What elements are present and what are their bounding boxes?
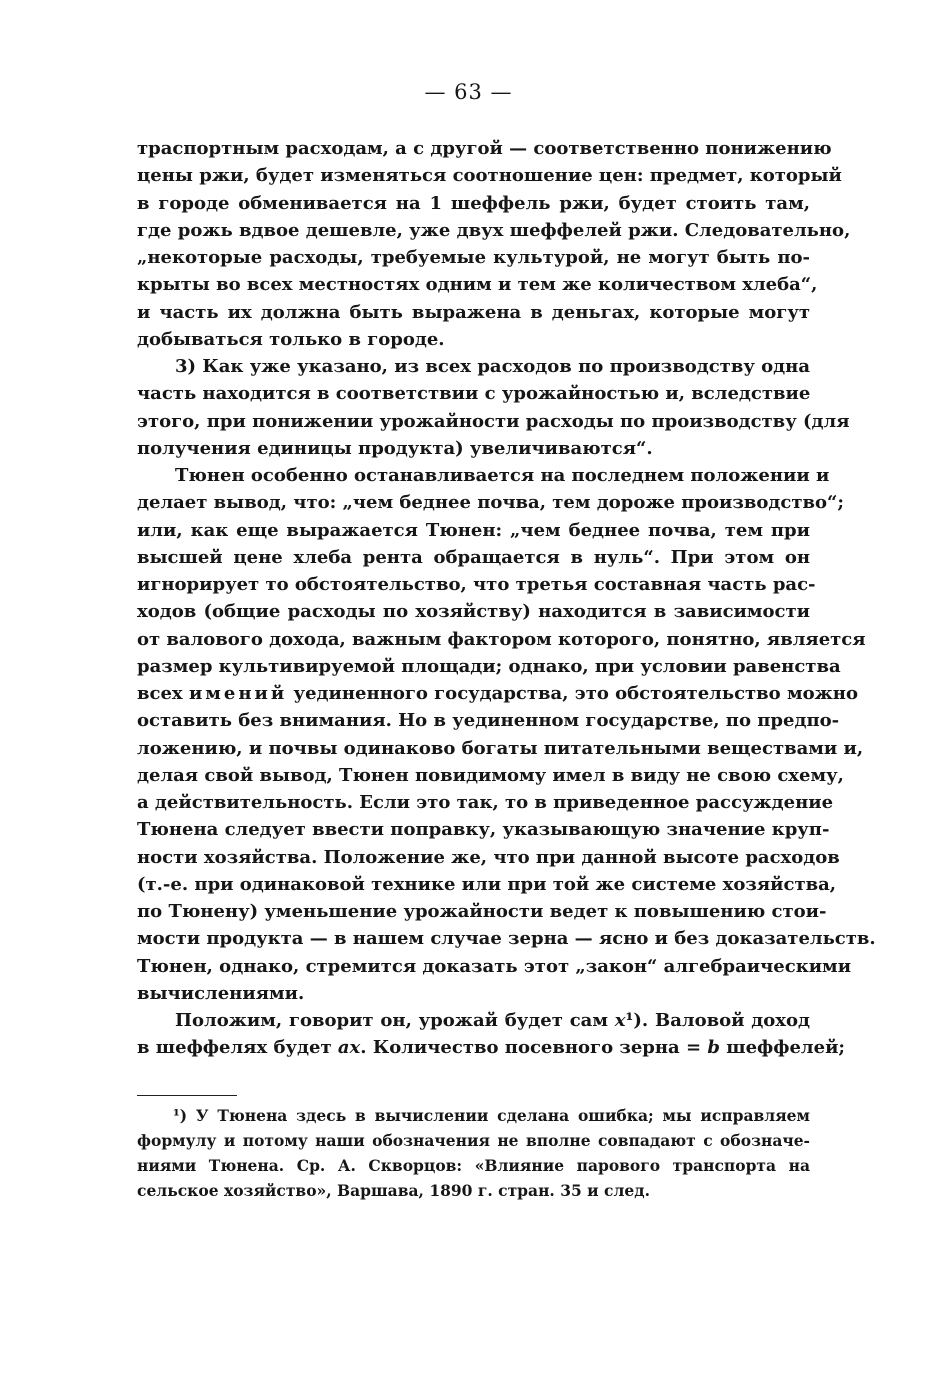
footnote-line: формулу и потому наши обозначения не вполне совпадают с обозначе-	[137, 1131, 810, 1150]
text-line	[137, 1034, 846, 1061]
text-line: ности хозяйства. Положение же, что при данной высоте расходов	[137, 846, 840, 868]
text-line: или, как еще выражается Тюнен: „чем беднее почва, тем при	[137, 519, 810, 541]
text-fragment: ¹). Валовой доход	[625, 1010, 810, 1031]
text-line: 3) Как уже указано, из всех расходов по производству одна	[175, 356, 810, 377]
text-line: (т.-е. при одинаковой технике или при той же системе хозяйства,	[137, 873, 837, 895]
text-line: этого, при понижении урожайности расходы по производству (для	[137, 410, 850, 432]
text-fragment: в шеффелях будет	[137, 1037, 332, 1059]
text-fragment: . Количество посевного зерна	[360, 1037, 680, 1059]
text-line: и часть их должна быть выражена в деньгах, которые могут	[137, 301, 810, 323]
text-fragment: всех	[137, 683, 183, 704]
text-line: от валового дохода, важным фактором которого, понятно, является	[137, 628, 866, 650]
page-number: — 63 —	[424, 80, 513, 104]
text-line: вычислениями.	[137, 982, 305, 1004]
text-line: траспортным расходам, а с другой — соответственно понижению	[137, 138, 832, 159]
math-variable: ax	[337, 1037, 361, 1059]
footnote-line: ниями Тюнена. Ср. А. Скворцов: «Влияние парового транспорта на	[137, 1156, 810, 1175]
text-line	[137, 1007, 810, 1034]
text-fragment: шеффелей;	[726, 1037, 846, 1059]
text-line: ходов (общие расходы по хозяйству) находится в зависимости	[137, 601, 810, 623]
text-line: добываться только в городе.	[137, 328, 445, 350]
text-line: мости продукта — в нашем случае зерна — ясно и без доказательств.	[137, 928, 876, 950]
footnote-line: ¹) У Тюнена здесь в вычислении сделана ошибка; мы исправляем	[173, 1106, 810, 1125]
text-line: по Тюнену) уменьшение урожайности ведет к повышению стои-	[137, 901, 827, 922]
text-line: высшей цене хлеба рента обращается в нуль“. При этом он	[137, 546, 810, 568]
text-line: „некоторые расходы, требуемые культурой, не могут быть по-	[137, 247, 810, 268]
footnote-line: сельское хозяйство», Варшава, 1890 г. стран. 35 и след.	[137, 1181, 651, 1200]
text-line: Тюнена следует ввести поправку, указывающую значение круп-	[137, 819, 830, 841]
text-fragment: Положим, говорит он, урожай будет сам	[175, 1010, 608, 1031]
text-line: игнорирует то обстоятельство, что третья составная часть рас-	[137, 574, 816, 595]
footnotes	[137, 1103, 810, 1203]
text-line: а действительность. Если это так, то в приведенное рассуждение	[137, 792, 834, 813]
text-line: делает вывод, что: „чем беднее почва, тем дороже производство“;	[137, 492, 844, 514]
math-variable: x	[614, 1010, 626, 1031]
main-text	[137, 135, 876, 1062]
text-fragment: уединенного государства, это обстоятельство можно	[293, 683, 858, 704]
text-line: ложению, и почвы одинаково богаты питательными веществами и,	[137, 737, 864, 759]
text-line: оставить без внимания. Но в уединенном государстве, по предпо-	[137, 710, 840, 732]
spaced-word: имений	[188, 683, 288, 704]
text-line: Тюнен, однако, стремится доказать этот „закон“ алгебраическими	[137, 955, 852, 977]
text-line: часть находится в соответствии с урожайностью и, вследствие	[137, 383, 811, 405]
text-line: делая свой вывод, Тюнен повидимому имел в виду не свою схему,	[137, 764, 844, 786]
text-line: цены ржи, будет изменяться соотношение цен: предмет, который	[137, 165, 842, 187]
text-line: крыты во всех местностях одним и тем же количеством хлеба“,	[137, 274, 818, 296]
footnote-divider	[137, 1095, 237, 1096]
text-line	[137, 680, 858, 707]
math-variable: = b	[686, 1037, 720, 1059]
text-line: Тюнен особенно останавливается на последнем положении и	[175, 465, 830, 486]
text-line: где рожь вдвое дешевле, уже двух шеффелей ржи. Следовательно,	[137, 219, 851, 241]
text-line: размер культивируемой площади; однако, при условии равенства	[137, 655, 841, 677]
text-line: получения единицы продукта) увеличиваются“.	[137, 437, 653, 459]
text-line: в городе обменивается на 1 шеффель ржи, будет стоить там,	[137, 192, 810, 214]
